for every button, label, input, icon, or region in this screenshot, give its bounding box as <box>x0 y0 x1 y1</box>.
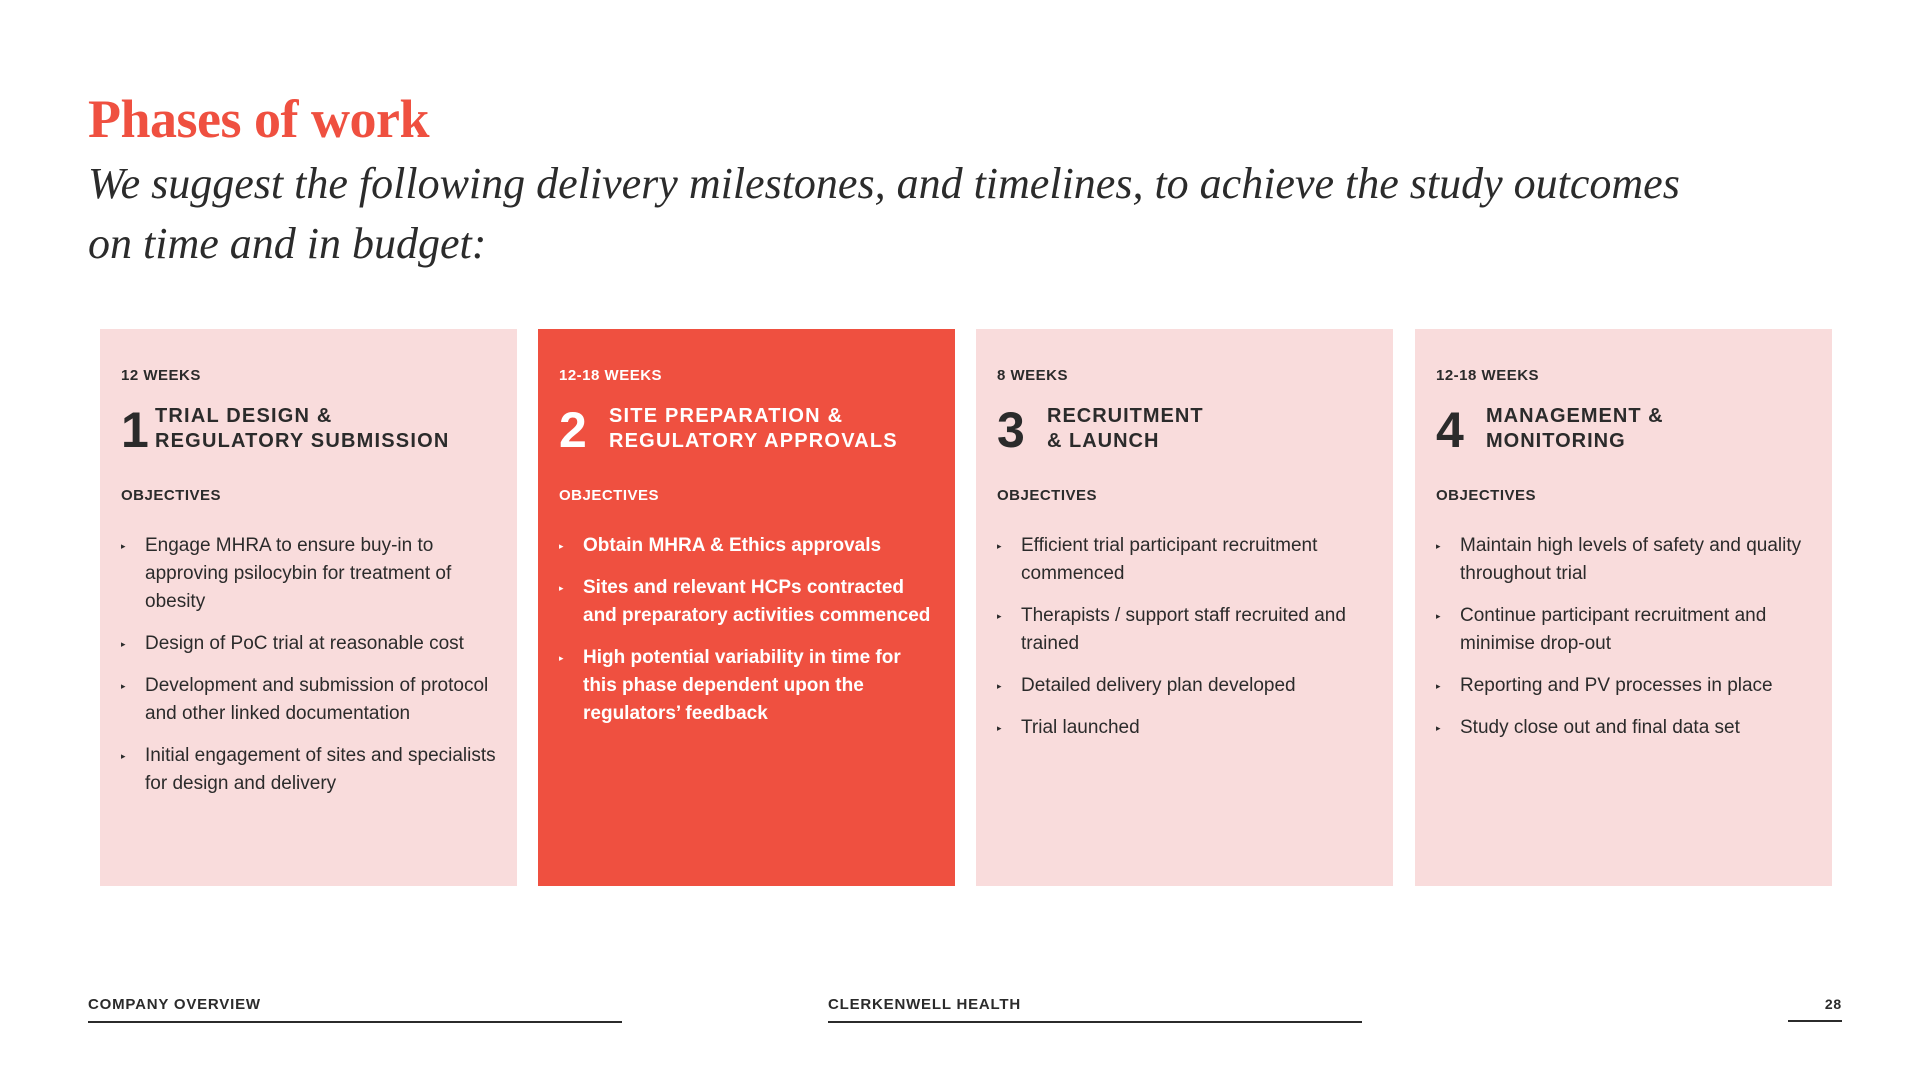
objective-item <box>1436 714 1812 742</box>
objective-item <box>121 630 497 658</box>
bullet-icon: ▸ <box>1436 681 1441 691</box>
bullet-icon: ▸ <box>121 541 126 551</box>
page-title: Phases of work <box>88 89 429 149</box>
phase-title <box>609 404 898 454</box>
bullet-icon: ▸ <box>1436 723 1441 733</box>
objective-item <box>121 742 497 798</box>
objective-text: Detailed delivery plan developed <box>1021 675 1296 696</box>
phase-title-line: & LAUNCH <box>1047 430 1160 452</box>
objective-item <box>559 574 935 630</box>
phase-number: 3 <box>997 402 1025 458</box>
bullet-icon: ▸ <box>997 681 1002 691</box>
objective-item <box>121 672 497 728</box>
objective-text: Trial launched <box>1021 717 1140 738</box>
phase-title <box>1486 404 1664 454</box>
objective-text: Sites and relevant HCPs contracted and preparatory activities commenced <box>583 577 931 626</box>
bullet-icon: ▸ <box>121 681 126 691</box>
footer-section-label: COMPANY OVERVIEW <box>88 996 622 1023</box>
phase-card-2 <box>538 329 955 886</box>
objective-text: Maintain high levels of safety and quality throughout trial <box>1460 535 1802 584</box>
phase-heading <box>1436 404 1812 460</box>
bullet-icon: ▸ <box>997 723 1002 733</box>
bullet-icon: ▸ <box>559 653 564 663</box>
objective-text: Obtain MHRA & Ethics approvals <box>583 535 882 556</box>
bullet-icon: ▸ <box>1436 611 1441 621</box>
phase-title-line: RECRUITMENT <box>1047 405 1204 427</box>
phase-number: 4 <box>1436 402 1464 458</box>
objective-text: High potential variability in time for this phase dependent upon the regulators’ feedback <box>583 647 901 724</box>
objectives-label: OBJECTIVES <box>1436 487 1537 504</box>
objective-item <box>997 672 1373 700</box>
objective-text: Study close out and final data set <box>1460 717 1740 738</box>
phase-card-4 <box>1415 329 1832 886</box>
phase-heading <box>121 404 497 460</box>
objective-text: Engage MHRA to ensure buy-in to approving psilocybin for treatment of obesity <box>145 535 452 612</box>
objectives-label: OBJECTIVES <box>121 487 222 504</box>
phase-title-line: REGULATORY SUBMISSION <box>155 430 450 452</box>
bullet-icon: ▸ <box>997 611 1002 621</box>
bullet-icon: ▸ <box>997 541 1002 551</box>
objective-item <box>997 532 1373 588</box>
phase-duration: 12-18 WEEKS <box>559 367 663 384</box>
page-number: 28 <box>1788 996 1842 1022</box>
phase-duration: 12 WEEKS <box>121 367 201 384</box>
objective-text: Efficient trial participant recruitment commenced <box>1021 535 1318 584</box>
objectives-list <box>1436 532 1812 742</box>
phase-heading <box>997 404 1373 460</box>
bullet-icon: ▸ <box>121 751 126 761</box>
phase-card-1 <box>100 329 517 886</box>
objectives-list <box>121 532 497 798</box>
objective-item <box>1436 672 1812 700</box>
phase-number: 2 <box>559 402 587 458</box>
phase-duration: 12-18 WEEKS <box>1436 367 1540 384</box>
objectives-label: OBJECTIVES <box>559 487 660 504</box>
objective-item <box>121 532 497 616</box>
footer-company-name: CLERKENWELL HEALTH <box>828 996 1362 1023</box>
objective-item <box>997 714 1373 742</box>
objective-text: Design of PoC trial at reasonable cost <box>145 633 464 654</box>
phase-heading <box>559 404 935 460</box>
objectives-label: OBJECTIVES <box>997 487 1098 504</box>
objective-text: Reporting and PV processes in place <box>1460 675 1773 696</box>
objective-text: Therapists / support staff recruited and trained <box>1021 605 1346 654</box>
phase-title <box>1047 404 1204 454</box>
phase-title-line: MANAGEMENT & <box>1486 405 1664 427</box>
phase-title-line: REGULATORY APPROVALS <box>609 430 898 452</box>
bullet-icon: ▸ <box>559 583 564 593</box>
objective-item <box>997 602 1373 658</box>
objective-item <box>559 644 935 728</box>
objective-item <box>1436 532 1812 588</box>
phase-number: 1 <box>121 402 149 458</box>
objective-text: Initial engagement of sites and specialists for design and delivery <box>145 745 496 794</box>
objectives-list <box>559 532 935 728</box>
phase-title-line: TRIAL DESIGN & <box>155 405 333 427</box>
objective-text: Development and submission of protocol and other linked documentation <box>145 675 489 724</box>
objectives-list <box>997 532 1373 742</box>
phase-duration: 8 WEEKS <box>997 367 1069 384</box>
phase-title-line: MONITORING <box>1486 430 1626 452</box>
page-subtitle: We suggest the following delivery milestones, and timelines, to achieve the study outcomes on time and in budget: <box>88 159 1680 268</box>
objective-item <box>1436 602 1812 658</box>
phase-card-3 <box>976 329 1393 886</box>
bullet-icon: ▸ <box>121 639 126 649</box>
phases-container <box>100 329 1832 886</box>
phase-title <box>155 404 450 454</box>
objective-item <box>559 532 935 560</box>
phase-title-line: SITE PREPARATION & <box>609 405 844 427</box>
objective-text: Continue participant recruitment and minimise drop-out <box>1460 605 1767 654</box>
bullet-icon: ▸ <box>559 541 564 551</box>
bullet-icon: ▸ <box>1436 541 1441 551</box>
